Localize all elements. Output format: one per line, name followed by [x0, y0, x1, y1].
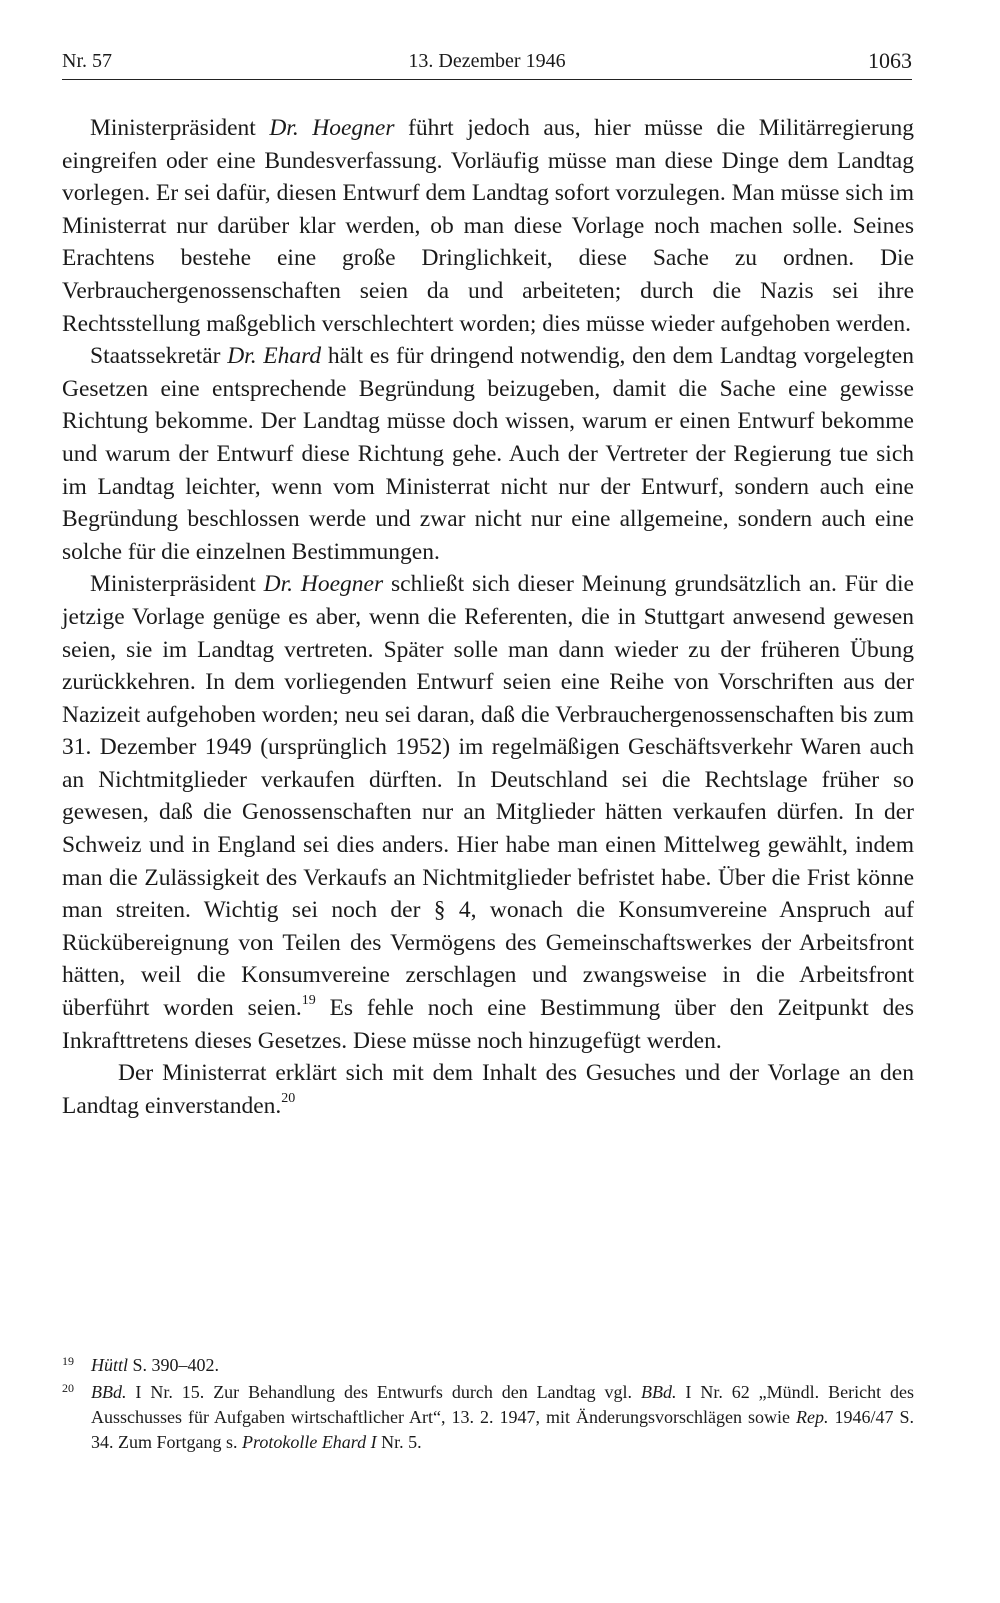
paragraph-1: Ministerpräsident Dr. Hoegner führt jedoch aus, hier müsse die Militärregierung eingreifen oder eine Bundesverfassung. Vorläufig müsse man diese Dinge dem Landtag vorlegen. Er sei dafür, diesen Entwurf dem Landtag sofort vorzulegen. Man müsse sich im Ministerrat nur darüber klar werden, ob man diese Vorlage noch machen solle. Seines Erachtens bestehe eine große Dringlichkeit, diese Sache zu ordnen. Die Verbrauchergenossenschaften seien da und arbeiteten; durch die Nazis sei ihre Rechtsstellung maßgeblich verschlechtert worden; dies müsse wieder aufgehoben werden. — [62, 115, 914, 337]
footnote-ref-19[interactable]: 19 — [301, 993, 316, 1009]
footnote-number: 20 — [62, 1381, 74, 1395]
footnote-number: 19 — [62, 1354, 74, 1368]
speaker-title: Dr. — [263, 571, 294, 598]
speaker-title: Dr. — [227, 343, 257, 370]
speaker-name: Hoegner — [312, 115, 395, 141]
footnotes — [62, 1353, 914, 1457]
paragraph-4: Der Ministerrat erklärt sich mit dem Inhalt des Gesuches und der Vorlage an den Landtag einverstanden.$^{20}$ — [62, 1060, 914, 1119]
footnote-ref-20[interactable]: 20 — [281, 1090, 296, 1106]
paragraph-2: Staatssekretär Dr. Ehard hält es für dringend notwendig, den dem Landtag vorgelegten Gesetzen eine entsprechende Begründung beizugeben, damit die Sache eine gewisse Richtung bekomme. Der Landtag müsse doch wissen, warum er einen Entwurf bekomme und warum der Entwurf diese Richtung gehe. Auch der Vertreter der Regierung tue sich im Landtag leichter, wenn vom Ministerrat nicht nur der Entwurf, sondern auch eine Begründung beschlossen werde und zwar nicht nur eine allgemeine, sondern auch eine solche für die einzelnen Bestimmungen. — [62, 343, 914, 565]
header-date: 13. Dezember 1946 — [408, 50, 566, 72]
speaker-name: Ehard — [263, 343, 322, 370]
footnote-20: 20 BBd. I Nr. 15. Zur Behandlung des Entwurfs durch den Landtag vgl. BBd. I Nr. 62 „Mündl. Bericht des Ausschusses für Aufgaben wirtschaftlicher Art“, 13. 2. 1947, mit Änderungsvorschlägen sowie Rep. 1946/47 S. 34. Zum Fortgang s. Protokolle Ehard I Nr. 5. — [62, 1380, 914, 1455]
document-number: Nr. 57 — [62, 50, 112, 72]
footnote-author: Hüttl — [91, 1355, 129, 1375]
speaker-title: Dr. — [269, 115, 299, 141]
page-number: 1063 — [868, 48, 912, 73]
running-header — [62, 42, 912, 78]
body-text — [62, 112, 914, 1122]
speaker-name: Hoegner — [300, 571, 384, 598]
paragraph-3: Ministerpräsident Dr. Hoegner schließt sich dieser Meinung grundsätzlich an. Für die jetzige Vorlage genüge es aber, wenn die Referenten, die in Stuttgart anwesend gewesen seien, sie im Landtag vertreten. Später solle man dann wieder zu der früheren Übung zurückkehren. In dem vorliegenden Entwurf seien eine Reihe von Vorschriften aus der Nazizeit aufgehoben worden; neu sei daran, daß die Verbrauchergenossenschaften bis zum 31. Dezember 1949 (ursprünglich 1952) im regelmäßigen Geschäftsverkehr Waren auch an Nichtmitglieder verkaufen dürften. In Deutschland sei die Rechtslage früher so gewesen, daß die Genossenschaften nur an Mitglieder hätten verkaufen dürfen. In der Schweiz und in England sei dies anders. Hier habe man einen Mittelweg gewählt, indem man die Zulässigkeit des Verkaufs an Nichtmitglieder befristet habe. Über die Frist könne man streiten. Wichtig sei noch der § 4, wonach die Konsumvereine Anspruch auf Rückübereignung von Teilen des Vermögens des Gemeinschaftswerkes der Arbeitsfront hätten, weil die Konsumvereine zerschlagen und zwangsweise in die Arbeitsfront überführt worden seien.$^{19}$ Es fehle noch eine Bestimmung über den Zeitpunkt des Inkrafttretens dieses Gesetzes. Diese müsse noch hinzugefügt werden. — [62, 571, 914, 1054]
footnote-19: 19 Hüttl S. 390–402. — [62, 1353, 914, 1378]
header-rule — [62, 79, 912, 80]
